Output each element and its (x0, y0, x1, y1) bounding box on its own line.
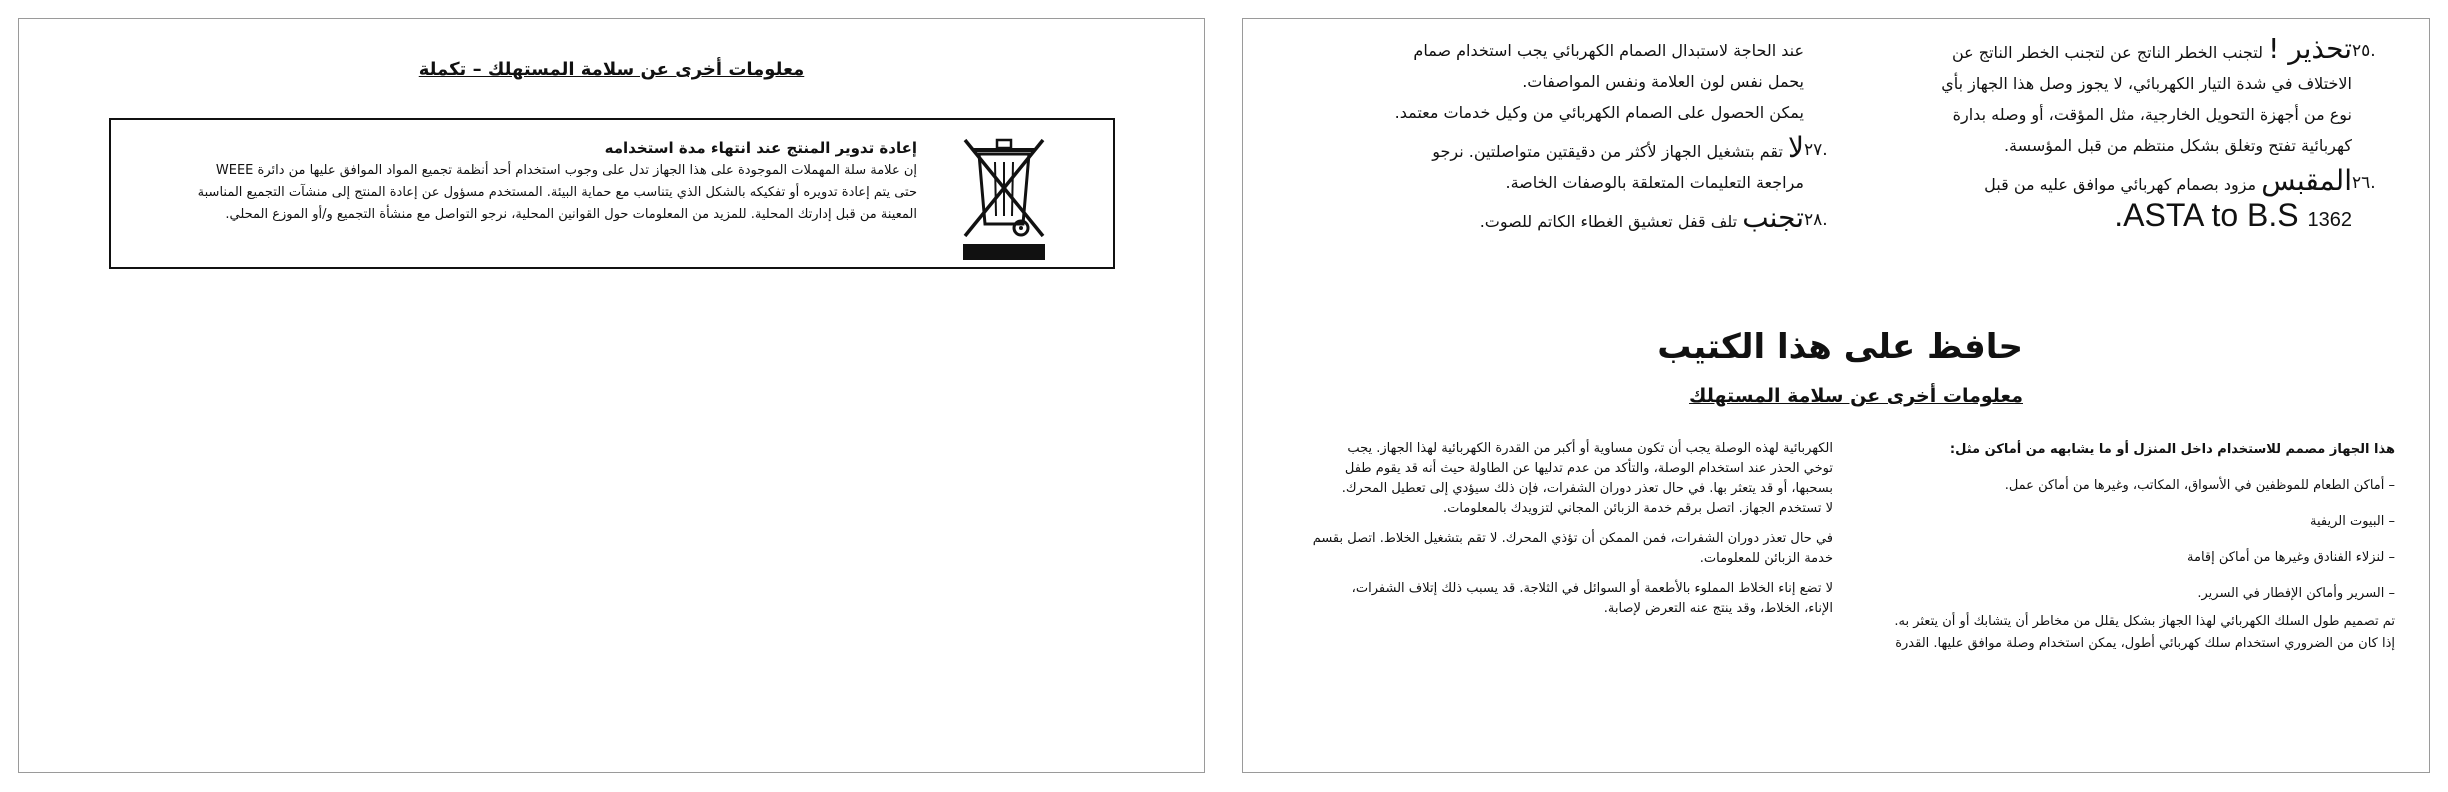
warning-line: تقم بتشغيل الجهاز لأكثر من دقيقتين متواصلتين. نرجو (1432, 142, 1783, 161)
warnings-right-column (1881, 32, 2386, 242)
warning-line: يحمل نفس لون العلامة ونفس المواصفات. (1522, 72, 1804, 91)
paragraph: في حال تعذر دوران الشفرات، فمن الممكن أن تؤذي المحرك. لا تقم بتشغيل الخلاط. اتصل بقسم خدمة الزبائن للمعلومات. (1312, 531, 1833, 566)
warning-item-28 (1303, 201, 1838, 237)
warning-item-26-continued (1303, 35, 1838, 128)
warning-keyword: لا (1788, 131, 1804, 164)
weee-line: إن علامة سلة المهملات الموجودة على هذا الجهاز تدل على وجوب استخدام أحد أنظمة تجميع المواد الموافق عليها من دائرة WEEE (215, 163, 917, 178)
left-page-heading: معلومات أخرى عن سلامة المستهلك – تكملة (418, 59, 805, 80)
warning-line: كهربائية تفتح وتغلق بشكل منتظم من قبل المؤسسة. (2003, 136, 2352, 155)
warning-line: نوع من أجهزة التحويل الخارجية، مثل المؤقت، أو وصله بدارة (1952, 105, 2352, 124)
warning-number: ٢٥. (2352, 41, 2376, 61)
warning-number: ٢٧. (1804, 140, 1828, 160)
warning-item-25 (1881, 32, 2386, 161)
extension-cord-column (1293, 439, 1833, 629)
list-item: – السرير وأماكن الإفطار في السرير. (2197, 586, 2395, 601)
crossed-out-wheelie-bin-icon (957, 132, 1051, 262)
warning-number: ٢٦. (2352, 173, 2376, 193)
paragraph: الكهربائية لهذه الوصلة يجب أن تكون مساوية أو أكبر من القدرة الكهربائية لهذا الجهاز. يجب توخي الحذر عند استخدام الوصلة، والتأكد من عدم تدليها عن الطاولة حيث أنه قد يقوم طفل بسحبها، أو قد يتعثر بها. في حال تعذر دوران الشفرات، فإن ذلك سيؤدي إلى تعطيل المحرك. لا تستخدم الجهاز. اتصل برقم خدمة الزبائن المجاني لتزويدك بالمعلومات. (1341, 441, 1833, 516)
list-item: – لنزلاء الفنادق وغيرها من أماكن إقامة (2187, 550, 2395, 565)
list-item: – أماكن الطعام للموظفين في الأسواق، المكاتب، وغيرها من أماكن عمل. (2004, 478, 2395, 493)
warning-line: تلف قفل تعشيق الغطاء الكاتم للصوت. (1479, 212, 1738, 231)
safety-subheading: معلومات أخرى عن سلامة المستهلك (1689, 385, 2023, 407)
warning-keyword: المقبس (2261, 164, 2352, 197)
list-item: – البيوت الريفية (2310, 514, 2395, 529)
standard-reference: .ASTA to B.S 1362 (2114, 197, 2352, 233)
closing-line: تم تصميم طول السلك الكهربائي لهذا الجهاز بشكل يقلل من مخاطر أن يتشابك أو أن يتعثر به. (1894, 614, 2395, 629)
warning-line: مزود بصمام كهربائي موافق عليه من قبل (1984, 175, 2257, 194)
right-page (1242, 18, 2430, 773)
warning-line: يمكن الحصول على الصمام الكهربائي من وكيل خدمات معتمد. (1394, 103, 1804, 122)
closing-line: إذا كان من الضروري استخدام سلك كهربائي أطول، يمكن استخدام وصلة موافق عليها. القدرة (1895, 636, 2395, 651)
warning-line: لتجنب الخطر الناتج عن لتجنب الخطر الناتج عن (1951, 43, 2263, 62)
warning-item-26 (1881, 164, 2386, 236)
warning-line: الاختلاف في شدة التيار الكهربائي، لا يجوز وصل هذا الجهاز بأي (1941, 74, 2352, 93)
warning-line: عند الحاجة لاستبدال الصمام الكهربائي يجب استخدام صمام (1413, 41, 1804, 60)
usage-column (1863, 439, 2395, 655)
weee-text (147, 136, 917, 226)
weee-line: المعينة من قبل إدارتك المحلية. للمزيد من المعلومات حول القوانين المحلية، نرجو التواصل مع منشأة التجميع و/أو الموزع المحلي. (225, 207, 917, 222)
weee-line: حتى يتم إعادة تدويره أو تفكيكه بالشكل الذي يتناسب مع حماية البيئة. المستخدم مسؤول عن إعادة المنتج إلى منشآت التجميع المناسبة (197, 185, 917, 200)
warning-keyword: تجنب (1742, 201, 1804, 234)
weee-title: إعادة تدوير المنتج عند انتهاء مدة استخدامه (604, 139, 917, 157)
warning-number: ٢٨. (1804, 210, 1828, 230)
usage-intro: هذا الجهاز مصمم للاستخدام داخل المنزل أو ما يشابهه من أماكن مثل: (1949, 442, 2395, 457)
warning-keyword: تحذير ! (2268, 32, 2352, 65)
paragraph: لا تضع إناء الخلاط المملوء بالأطعمة أو السوائل في الثلاجة. قد يسبب ذلك إتلاف الشفرات، الإناء، الخلاط، وقد ينتج عنه التعرض لإصابة. (1351, 581, 1833, 616)
warning-line: مراجعة التعليمات المتعلقة بالوصفات الخاصة. (1505, 173, 1804, 192)
weee-recycling-box (109, 118, 1115, 269)
left-page (18, 18, 1205, 773)
warning-item-27 (1303, 131, 1838, 198)
warnings-left-column (1303, 35, 1838, 243)
keep-booklet-heading: حافظ على هذا الكتيب (1657, 327, 2023, 367)
